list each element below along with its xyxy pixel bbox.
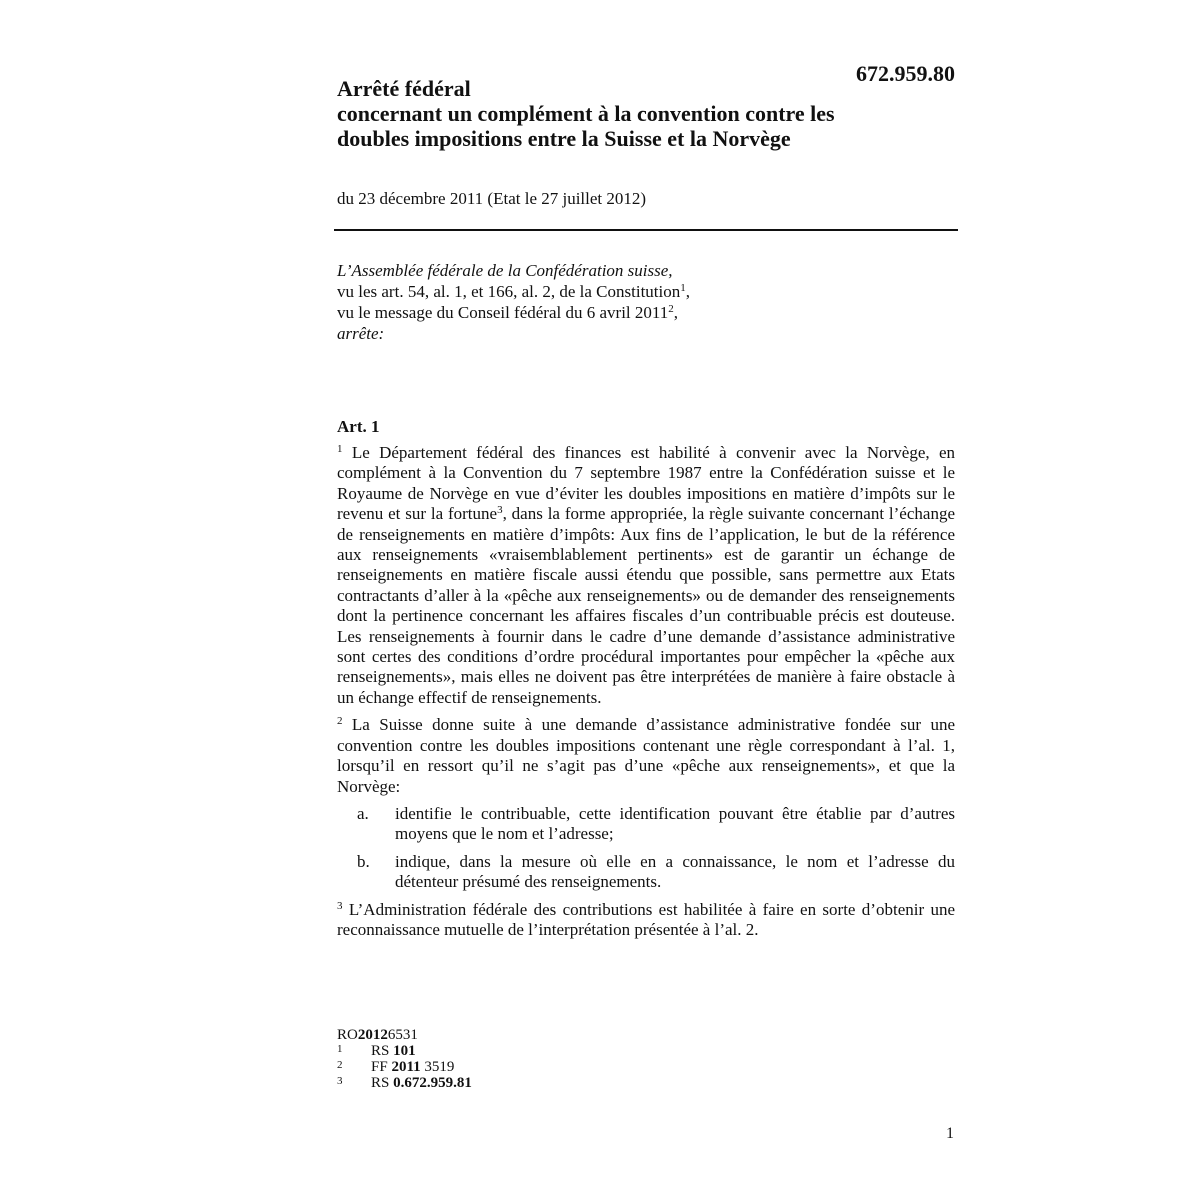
title-line: doubles impositions entre la Suisse et la Norvège xyxy=(337,126,791,151)
list-marker: b. xyxy=(357,851,370,871)
ref-prefix: RS xyxy=(371,1043,394,1059)
footnote-text xyxy=(371,1043,416,1059)
ref-suffix: 3519 xyxy=(420,1059,455,1075)
condition-list xyxy=(337,804,955,893)
page-number: 1 xyxy=(946,1125,954,1142)
preamble-basis-text: vu le message du Conseil fédéral du 6 avril 2011 xyxy=(337,303,669,322)
list-item-text: indique, dans la mesure où elle en a connaissance, le nom et l’adresse du détenteur présumé des renseignements. xyxy=(395,851,955,892)
document-date: du 23 décembre 2011 (Etat le 27 juillet 2012) xyxy=(337,189,647,208)
paragraph-text: , dans la forme appropriée, la règle suivante concernant l’échange de renseignements en matière d’impôts: Aux fins de l’application, le but de la référence aux renseignements «vraisemblablement pertinents» est de garantir un échange de renseignements en matière fiscale aussi étendu que possible, sans permettre aux Etats contractants d’aller à la «pêche aux renseignements» ou de demander des renseignements dont la pertinence concernant les affaires fiscales d’un contribuable précis est douteuse. Les renseignements à fournir dans le cadre d’une demande d’assistance administrative sont certes des conditions d’ordre procédural importantes pour empêcher la «pêche aux renseignements», mais elles ne doivent pas être interprétées de manière à faire obstacle à un échange effectif de renseignements. xyxy=(337,504,955,707)
ref-bold: 0.672.959.81 xyxy=(393,1075,472,1091)
preamble-decrees: arrête: xyxy=(337,324,385,343)
sr-number: 672.959.80 xyxy=(856,61,955,86)
footnote-ref[interactable]: 2 xyxy=(668,303,674,315)
list-item xyxy=(337,804,955,845)
footnote-item xyxy=(337,1043,737,1059)
preamble-basis-message xyxy=(337,302,957,323)
paragraph-text: La Suisse donne suite à une demande d’assistance administrative fondée sur une convention contre les doubles impositions contenant une règle correspondant à l’al. 1, lorsqu’il en ressort qu’il ne s’agit pas d’une «pêche aux renseignements», et que la Norvège: xyxy=(337,715,955,796)
ref-prefix: RS xyxy=(371,1075,394,1091)
title-line: concernant un complément à la convention contre les xyxy=(337,101,835,126)
preamble-basis-constitution xyxy=(337,281,957,302)
title-line: Arrêté fédéral xyxy=(337,76,471,101)
footnote-text xyxy=(371,1059,454,1075)
paragraph-text: Le Département fédéral des finances est habilité à convenir avec la Norvège, en complément à la Convention du 7 septembre 1987 entre la Confédération suisse et le Royaume de Norvège en vue d’éviter les doubles impositions en matière d’impôts sur le revenu et sur la fortune xyxy=(337,443,955,524)
paragraph-text: L’Administration fédérale des contributions est habilitée à faire en sorte d’obtenir une reconnaissance mutuelle de l’interprétation présentée à l’al. 2. xyxy=(337,899,955,939)
list-marker: a. xyxy=(357,803,369,823)
article-paragraph-2 xyxy=(337,715,955,797)
preamble-basis-end: , xyxy=(673,303,679,322)
ref-suffix: 6531 xyxy=(387,1027,418,1043)
paragraph-number: 2 xyxy=(337,715,343,728)
article-heading: Art. 1 xyxy=(337,417,380,436)
footnote-number: 2 xyxy=(337,1059,343,1071)
page-title xyxy=(337,76,937,151)
ref-year: 2012 xyxy=(357,1027,388,1043)
footnote-text xyxy=(371,1075,472,1091)
preamble-basis-text: vu les art. 54, al. 1, et 166, al. 2, de la Constitution xyxy=(337,282,681,301)
preamble-authority: L’Assemblée fédérale de la Confédération suisse, xyxy=(337,261,673,280)
preamble-basis-end: , xyxy=(685,282,691,301)
article-paragraph-1 xyxy=(337,443,955,708)
paragraph-number: 3 xyxy=(337,899,343,912)
official-compilation-ref xyxy=(337,1027,737,1043)
article-paragraph-3 xyxy=(337,900,955,941)
list-item xyxy=(337,852,955,893)
footnote-ref[interactable]: 1 xyxy=(680,282,686,294)
header-divider xyxy=(334,229,958,231)
footnote-number: 1 xyxy=(337,1043,343,1055)
footnote-item xyxy=(337,1075,737,1091)
list-item-text: identifie le contribuable, cette identification pouvant être établie par d’autres moyens que le nom et l’adresse; xyxy=(395,803,955,844)
ref-bold: 2011 xyxy=(391,1059,421,1075)
preamble xyxy=(337,260,957,344)
paragraph-number: 1 xyxy=(337,443,343,455)
ref-bold: 101 xyxy=(393,1043,416,1059)
footnote-ref[interactable]: 3 xyxy=(497,504,503,517)
footnotes xyxy=(337,1027,737,1091)
footnote-number: 3 xyxy=(337,1075,343,1087)
article-body xyxy=(337,443,955,947)
footnote-item xyxy=(337,1059,737,1075)
ref-prefix: RO xyxy=(337,1027,358,1043)
ref-prefix: FF xyxy=(371,1059,392,1075)
